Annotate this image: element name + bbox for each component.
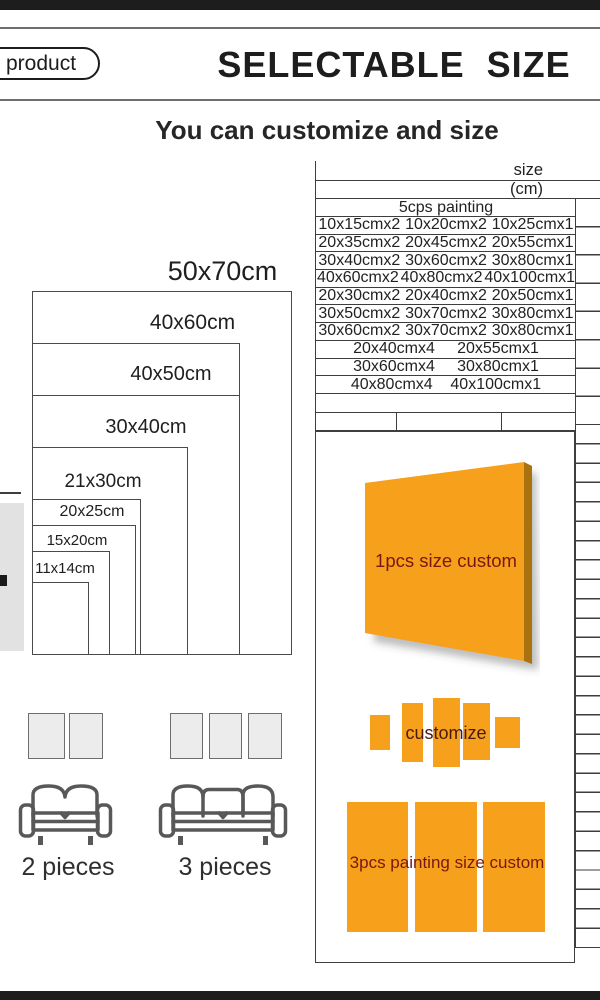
three-pieces-label: 3 pieces: [178, 853, 272, 881]
table-row: 30x60cmx2 30x70cmx2 30x80cmx1: [316, 323, 576, 341]
table-row: 30x60cmx4 30x80cmx1: [316, 359, 576, 377]
one-piece-panel: [358, 450, 540, 678]
right-ruled-column-upper: [575, 199, 600, 425]
page-subtitle: You can customize and size: [155, 115, 499, 145]
size-label-20x25: 20x25cm: [59, 503, 125, 520]
panel-side: [524, 462, 532, 664]
table-row: 20x30cmx2 20x40cmx2 20x50cmx1: [316, 288, 576, 306]
table-row: 20x40cmx4 20x55cmx1: [316, 341, 576, 359]
size-table-header: [316, 161, 600, 181]
five-piece-label: customize: [405, 723, 487, 743]
table-group-header: 5cps painting: [316, 199, 576, 217]
sofa-three-seat-icon: [158, 782, 288, 846]
table-row: 30x40cmx2 30x60cmx2 30x80cmx1: [316, 252, 576, 270]
size-label-21x30: 21x30cm: [64, 471, 142, 492]
wall-frame: [28, 713, 65, 759]
table-row-divided: [316, 413, 576, 431]
table-row-empty: [316, 394, 576, 413]
size-rect-11x14: [32, 582, 89, 655]
sofa-two-seat-icon: [18, 782, 113, 846]
left-edge-line: [0, 492, 21, 494]
size-label-40x50: 40x50cm: [130, 363, 212, 385]
table-row: 20x35cmx2 20x45cmx2 20x55cmx1: [316, 235, 576, 253]
header-rule-bottom: [0, 99, 600, 101]
left-edge-mark: [0, 575, 7, 586]
wall-frame: [209, 713, 242, 759]
size-label-11x14: 11x14cm: [35, 560, 95, 577]
size-unit-label: (cm): [510, 180, 543, 198]
product-badge-label: product: [6, 51, 77, 75]
table-row: 40x60cmx2 40x80cmx2 40x100cmx1: [316, 269, 576, 287]
product-badge: [0, 47, 100, 80]
size-header-label: size: [513, 161, 543, 179]
five-piece-rect: [370, 715, 390, 750]
wall-frame: [69, 713, 103, 759]
wall-frame: [248, 713, 282, 759]
three-piece-label: 3pcs painting size custom: [349, 853, 545, 872]
size-label-15x20: 15x20cm: [46, 532, 108, 549]
page-title: SELECTABLE SIZE: [217, 44, 571, 85]
size-label-30x40: 30x40cm: [105, 416, 187, 438]
two-pieces-label: 2 pieces: [21, 853, 115, 881]
wall-frame: [170, 713, 203, 759]
size-table-unit: [316, 181, 600, 199]
five-piece-rect: [495, 717, 520, 748]
table-row: 30x50cmx2 30x70cmx2 30x80cmx1: [316, 305, 576, 323]
size-label-50x70: 50x70cm: [167, 256, 278, 286]
top-black-bar: [0, 0, 600, 10]
size-label-40x60: 40x60cm: [149, 311, 236, 334]
one-piece-label: 1pcs size custom: [375, 550, 517, 571]
size-table: [315, 161, 600, 431]
right-ruled-column-lower: [575, 425, 600, 948]
bottom-black-bar: [0, 991, 600, 1000]
header-rule-top: [0, 27, 600, 29]
table-row: 10x15cmx2 10x20cmx2 10x25cmx1: [316, 217, 576, 235]
table-row: 40x80cmx4 40x100cmx1: [316, 376, 576, 394]
